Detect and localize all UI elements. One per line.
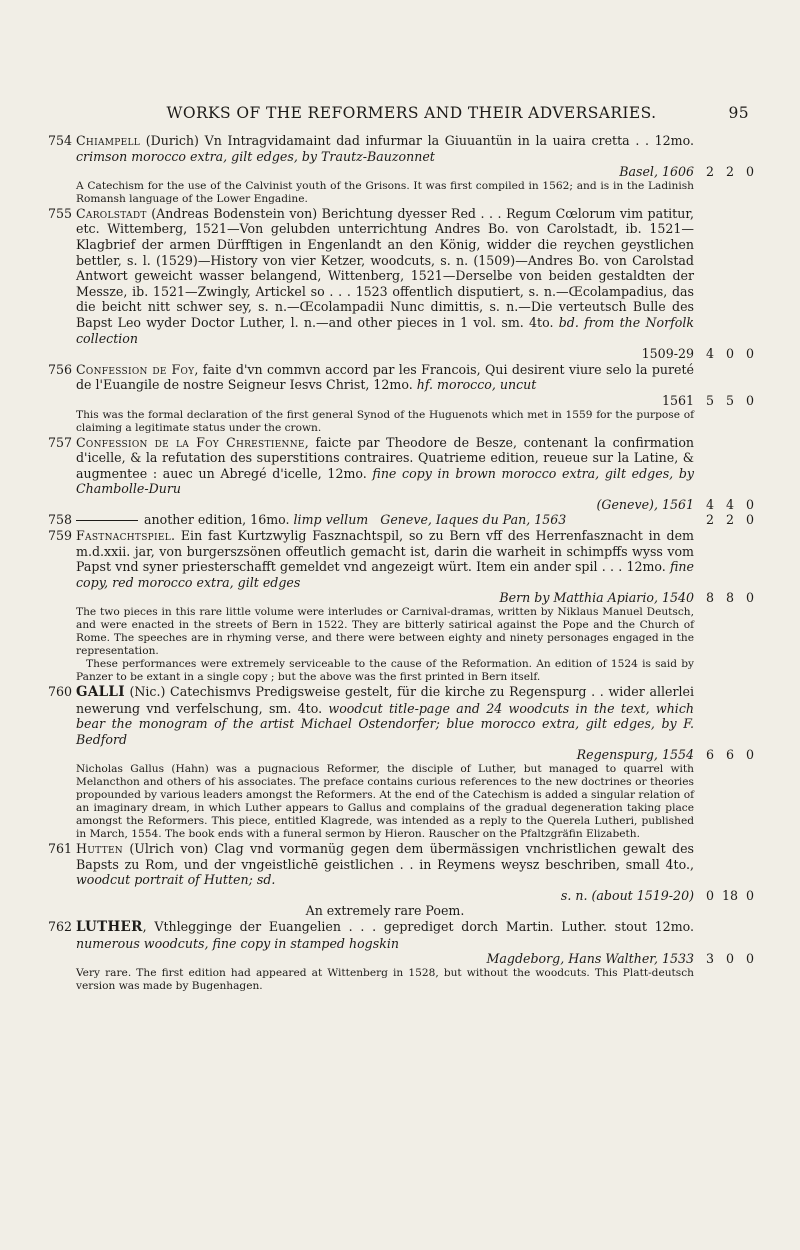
price-pounds: 2 [705,512,714,528]
note-paragraph: Nicholas Gallus (Hahn) was a pugnacious Reformer, the disciple of Luther, but managed to quarrel with Melancthon and others of his associates. The preface contains curious references to the new doctrines or theories propounded by various leaders amongst the Reformers. At the end of the Catechism is added a singular relation of an imaginary dream, in which Luther appears to Gallus and complains of the gradual degeneration taking place amongst the Reformers. This piece, entitled Klagrede, was intended as a reply to the Querela Lutheri, published in March, 1554. The book ends with a funeral sermon by Hieron. Rauscher on the Pfaltzgräfin Elizabeth. [76,763,694,840]
entry-name: Fastnachtspiel [76,528,172,544]
entry-price [702,164,758,180]
price-pounds: 2 [705,164,714,180]
entry-name: GALLI [76,684,125,701]
entry-name: Carolstadt [76,205,147,221]
entry-number: 762 [48,918,73,934]
price-shillings: 2 [725,164,734,180]
entry-number: 758 [48,512,73,528]
price-pence: 0 [745,887,754,903]
entry-number: 754 [48,133,73,148]
entry-number: 759 [48,528,73,544]
note-paragraph: The two pieces in this rare little volume were interludes or Carnival-dramas, written by Niklaus Manuel Deutsch, and were enacted in the streets of Bern in 1522. They are bitterly satirical against the Pope and the Church of Rome. The speeches are in rhyming verse, and there were between eighty and ninety personages engaged in the representation. [76,606,694,658]
price-pounds: 6 [705,747,714,763]
entry-price [702,747,758,763]
entry-binding: limp vellum [293,512,369,528]
note-paragraph: This was the formal declaration of the first general Synod of the Huguenots which met in 1559 for the purpose of claiming a legitimate status under the crown. [76,408,694,434]
entry-binding: numerous woodcuts, fine copy in stamped hogskin [76,935,399,951]
price-shillings: 2 [725,512,734,528]
catalogue-entry [48,206,758,362]
price-pence: 0 [745,951,754,967]
entry-text: , Vthlegginge der Euangelien . . . geprediget dorch Martin. Luther. stout 12mo. [142,918,694,934]
entry-price [702,590,758,606]
entry-number: 757 [48,434,73,450]
note-paragraph: These performances were extremely serviceable to the cause of the Reformation. An edition of 1524 is said by Panzer to be extant in a single copy ; but the above was the first printed in Bern itself. [76,658,694,684]
entry-binding: bd. from the Norfolk collection [76,314,694,346]
entry-binding: fine copy in brown morocco extra, gilt edges, by Chambolle-Duru [76,465,694,497]
page-number: 95 [728,104,749,122]
catalogue-entry [48,362,758,409]
entry-note [48,967,694,993]
entry-binding: hf. morocco, uncut [416,377,537,393]
entry-text: (Ulrich von) Clag vnd vormanüg gegen dem übermässigen vnchristlichen gewalt des Bapsts zu Rom, und der vngeistlichē geistlichen . . in Reymens weysz beschriben, small 4to., [76,841,694,872]
price-shillings: 8 [725,590,734,606]
entry-text: , faicte par Theodore de Besze, contenant la confirmation d'icelle, & la refutation des superstitions contraires. Quatrieme edition, reueue sur la Latine, & augmentee : auec un Abregé d'icelle, 12mo. [76,434,695,481]
entry-number: 755 [48,205,73,221]
entry-name: Chiampell [76,133,141,148]
entry-price [702,888,758,904]
entry-price [702,346,758,362]
entry-place-date: Basel, 1606 [619,164,694,180]
price-pounds: 5 [705,392,714,408]
entry-place-date: Regenspurg, 1554 [576,747,694,763]
entry-binding: woodcut portrait of Hutten; sd. [76,872,276,888]
catalogue-entry [48,919,758,967]
entry-text: . Ein fast Kurtzwylig Fasznachtspil, so zu Bern vff des Herrenfasznacht in dem m.d.xxii. jar, von burgerszsönen offeutlich gemacht ist, darin die warheit in schimpffs wyss vom Papst vnd syner priesterschafft gemeldet vnd angezeigt würt. Item ein ander spil . . . 12mo. [76,528,694,575]
note-paragraph: A Catechism for the use of the Calvinist youth of the Grisons. It was first compiled in 1562; and is in the Ladinish Romansh language of the Lower Engadine. [76,179,694,205]
note-paragraph: Very rare. The first edition had appeared at Wittenberg in 1528, but without the woodcuts. This Platt-deutsch version was made by Bugenhagen. [76,966,694,992]
entry-name: Hutten [76,841,123,856]
entry-name: Confession de la Foy Chrestienne [76,434,305,450]
price-shillings: 0 [725,951,734,967]
price-pounds: 4 [705,496,714,512]
catalogue-entry [48,512,758,528]
entry-place-date: (Geneve), 1561 [596,496,694,512]
price-shillings: 0 [725,346,734,362]
entry-number: 760 [48,684,73,700]
entry-remark: An extremely rare Poem. [305,903,465,919]
entry-place-date: Geneve, Iaques du Pan, 1563 [380,512,567,528]
price-pence: 0 [745,496,754,512]
entry-place-date: Magdeborg, Hans Walther, 1533 [486,951,694,967]
entry-text: (Durich) Vn Intragvidamaint dad infurmar la Giuuantün in la uaira cretta . . 12mo. [140,133,694,148]
price-pounds: 0 [705,887,714,903]
price-pounds: 8 [705,590,714,606]
entry-note [48,409,694,435]
entry-place-date: s. n. (about 1519-20) [560,887,694,903]
entry-text: , faite d'vn commvn accord par les Francois, Qui desirent viure selo la pureté de l'Euangile de nostre Seigneur Iesvs Christ, 12mo. [76,361,694,393]
price-pence: 0 [745,747,754,763]
price-pence: 0 [745,164,754,180]
price-shillings: 18 [722,887,739,903]
price-pence: 0 [745,392,754,408]
entry-text: (Nic.) Catechismvs Predigsweise gestelt, für die kirche zu Regenspurg . . wider allerlei newerung vnd verfelschung, sm. 4to. [76,684,694,716]
entry-binding: fine copy, red morocco extra, gilt edges [76,559,694,590]
entry-price [702,393,758,409]
price-shillings: 6 [725,747,734,763]
entry-place-date: 1509-29 [641,346,694,362]
header-title: WORKS OF THE REFORMERS AND THEIR ADVERSARIES. [166,104,657,122]
entry-place-date: Bern by Matthia Apiario, 1540 [499,590,694,606]
price-shillings: 4 [725,496,734,512]
ditto-dash [76,520,138,521]
entry-place-date: 1561 [661,392,694,408]
price-pounds: 3 [705,951,714,967]
entry-note [48,763,694,841]
running-header [74,104,749,122]
entry-name: Confession de Foy [76,361,195,377]
catalogue-entries [48,133,758,993]
entry-text: (Andreas Bodenstein von) Berichtung dyesser Red . . . Regum Cœlorum vim patitur, etc. Wittemberg, 1521—Von gelubden unterrichtung Andres Bo. von Carolstadt, ib. 1521—Klagbrief der armen Dürfftigen in Engenlandt an den König, widder die reychen geystlichen bettler, s. l. (1529)—History von vier Ketzer, woodcuts, s. n. (1509)—Andres Bo. von Carolstad Antwort geweicht wasser belangend, Wittenberg, 1521—Derselbe von beiden gestaldten der Messze, ib. 1521—Zwingly, Artickel so . . . 1523 offentlich disputiert, s. n.—Œcolampadius, das die beicht nitt schwer sey, s. n.—Œcolampadii Nunc dimittis, s. n.—Die verteutsch Bulle des Bapst Leo wyder Doctor Luther, l. n.—and other pieces in 1 vol. sm. 4to. [76,205,694,330]
catalogue-entry [48,435,758,513]
entry-text: another edition, 16mo. [144,512,294,528]
entry-binding: woodcut title-page and 24 woodcuts in the text, which bear the monogram of the artist Michael Ostendorfer; blue morocco extra, gilt edges, by F. Bedford [76,700,694,747]
price-shillings: 5 [725,392,734,408]
catalogue-entry [48,528,758,606]
entry-price [702,512,758,528]
entry-price [702,951,758,967]
price-pence: 0 [745,512,754,528]
price-pence: 0 [745,346,754,362]
entry-note [48,606,694,684]
price-pounds: 4 [705,346,714,362]
catalogue-entry [48,133,758,180]
catalogue-entry [48,684,758,763]
price-pence: 0 [745,590,754,606]
entry-note [48,180,694,206]
entry-price [702,497,758,513]
entry-name: LUTHER [76,918,143,935]
catalogue-entry [48,841,758,903]
entry-number: 756 [48,361,73,377]
entry-binding: crimson morocco extra, gilt edges, by Trautz-Bauzonnet [76,148,435,164]
entry-number: 761 [48,841,73,856]
